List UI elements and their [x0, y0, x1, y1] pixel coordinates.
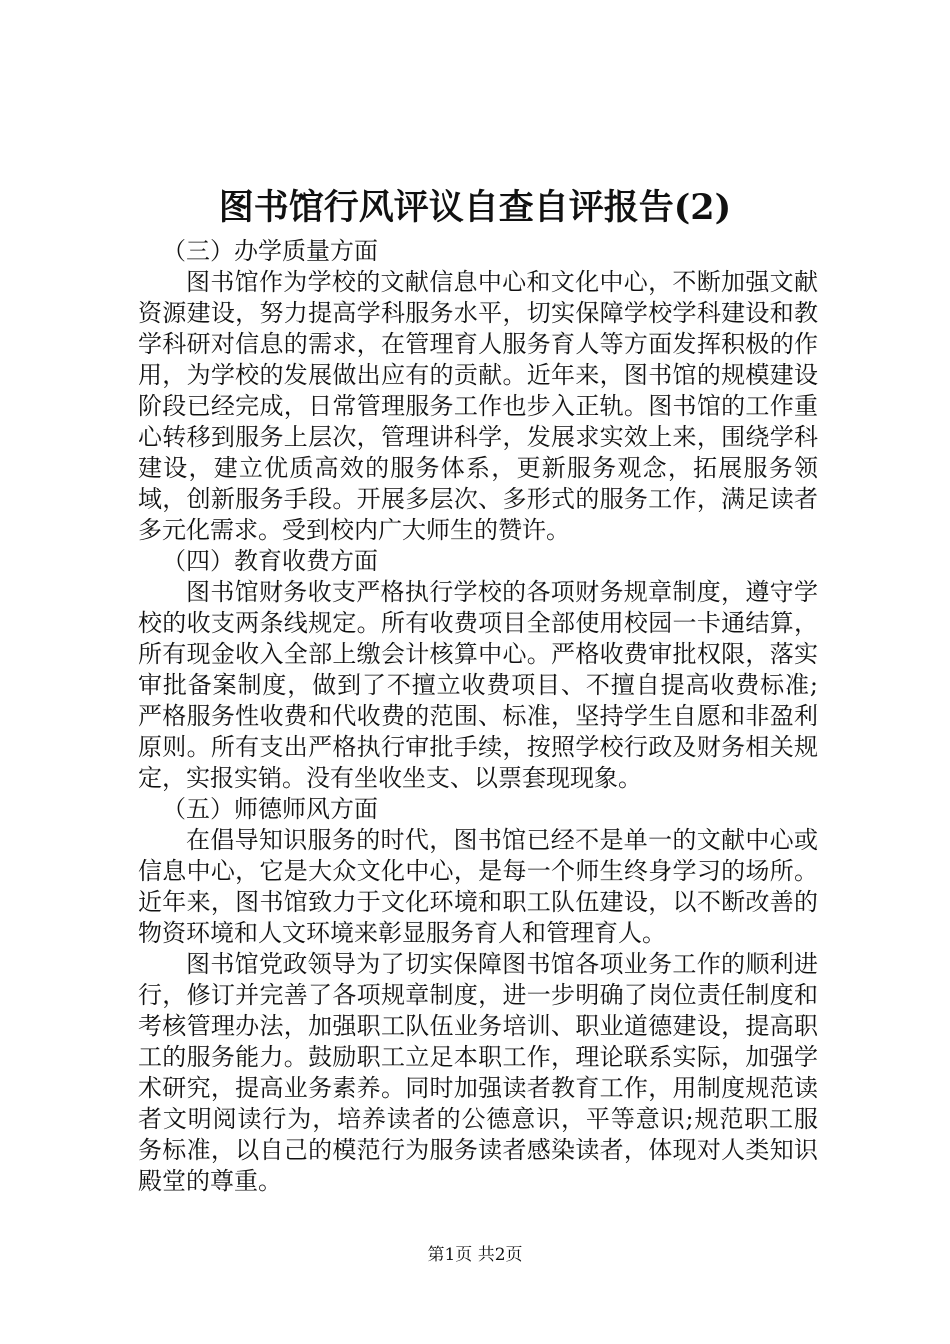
- document-body: [138, 236, 818, 1197]
- section-heading-4: （四）教育收费方面: [162, 547, 378, 575]
- section-5-paragraph-2: 图书馆党政领导为了切实保障图书馆各项业务工作的顺利进行，修订并完善了各项规章制度，进一步明确了岗位责任制度和考核管理办法，加强职工队伍业务培训、职业道德建设，提高职工的服务能力。鼓励职工立足本职工作，理论联系实际，加强学术研究，提高业务素养。同时加强读者教育工作，用制度规范读者文明阅读行为，培养读者的公德意识，平等意识;规范职工服务标准，以自己的模范行为服务读者感染读者，体现对人类知识殿堂的尊重。: [138, 950, 818, 1195]
- section-heading-3: （三）办学质量方面: [162, 237, 378, 265]
- section-5-paragraph-1: 在倡导知识服务的时代，图书馆已经不是单一的文献中心或信息中心，它是大众文化中心，是每一个师生终身学习的场所。近年来，图书馆致力于文化环境和职工队伍建设，以不断改善的物资环境和人文环境来彰显服务育人和管理育人。: [138, 826, 818, 947]
- section-4-paragraph-1: 图书馆财务收支严格执行学校的各项财务规章制度，遵守学校的收支两条线规定。所有收费项目全部使用校园一卡通结算，所有现金收入全部上缴会计核算中心。严格收费审批权限，落实审批备案制度，做到了不擅立收费项目、不擅自提高收费标准;严格服务性收费和代收费的范围、标准，坚持学生自愿和非盈利原则。所有支出严格执行审批手续，按照学校行政及财务相关规定，实报实销。没有坐收坐支、以票套现现象。: [138, 578, 818, 792]
- section-heading-5: （五）师德师风方面: [162, 795, 378, 823]
- document-title: 图书馆行风评议自查自评报告(2): [218, 187, 732, 228]
- page-number-footer: 第1页 共2页: [427, 1245, 523, 1265]
- section-3-paragraph-1: 图书馆作为学校的文献信息中心和文化中心，不断加强文献资源建设，努力提高学科服务水平，切实保障学校学科建设和教学科研对信息的需求，在管理育人服务育人等方面发挥积极的作用，为学校的发展做出应有的贡献。近年来，图书馆的规模建设阶段已经完成，日常管理服务工作也步入正轨。图书馆的工作重心转移到服务上层次，管理讲科学，发展求实效上来，围绕学科建设，建立优质高效的服务体系，更新服务观念，拓展服务领域，创新服务手段。开展多层次、多形式的服务工作，满足读者多元化需求。受到校内广大师生的赞许。: [138, 268, 818, 544]
